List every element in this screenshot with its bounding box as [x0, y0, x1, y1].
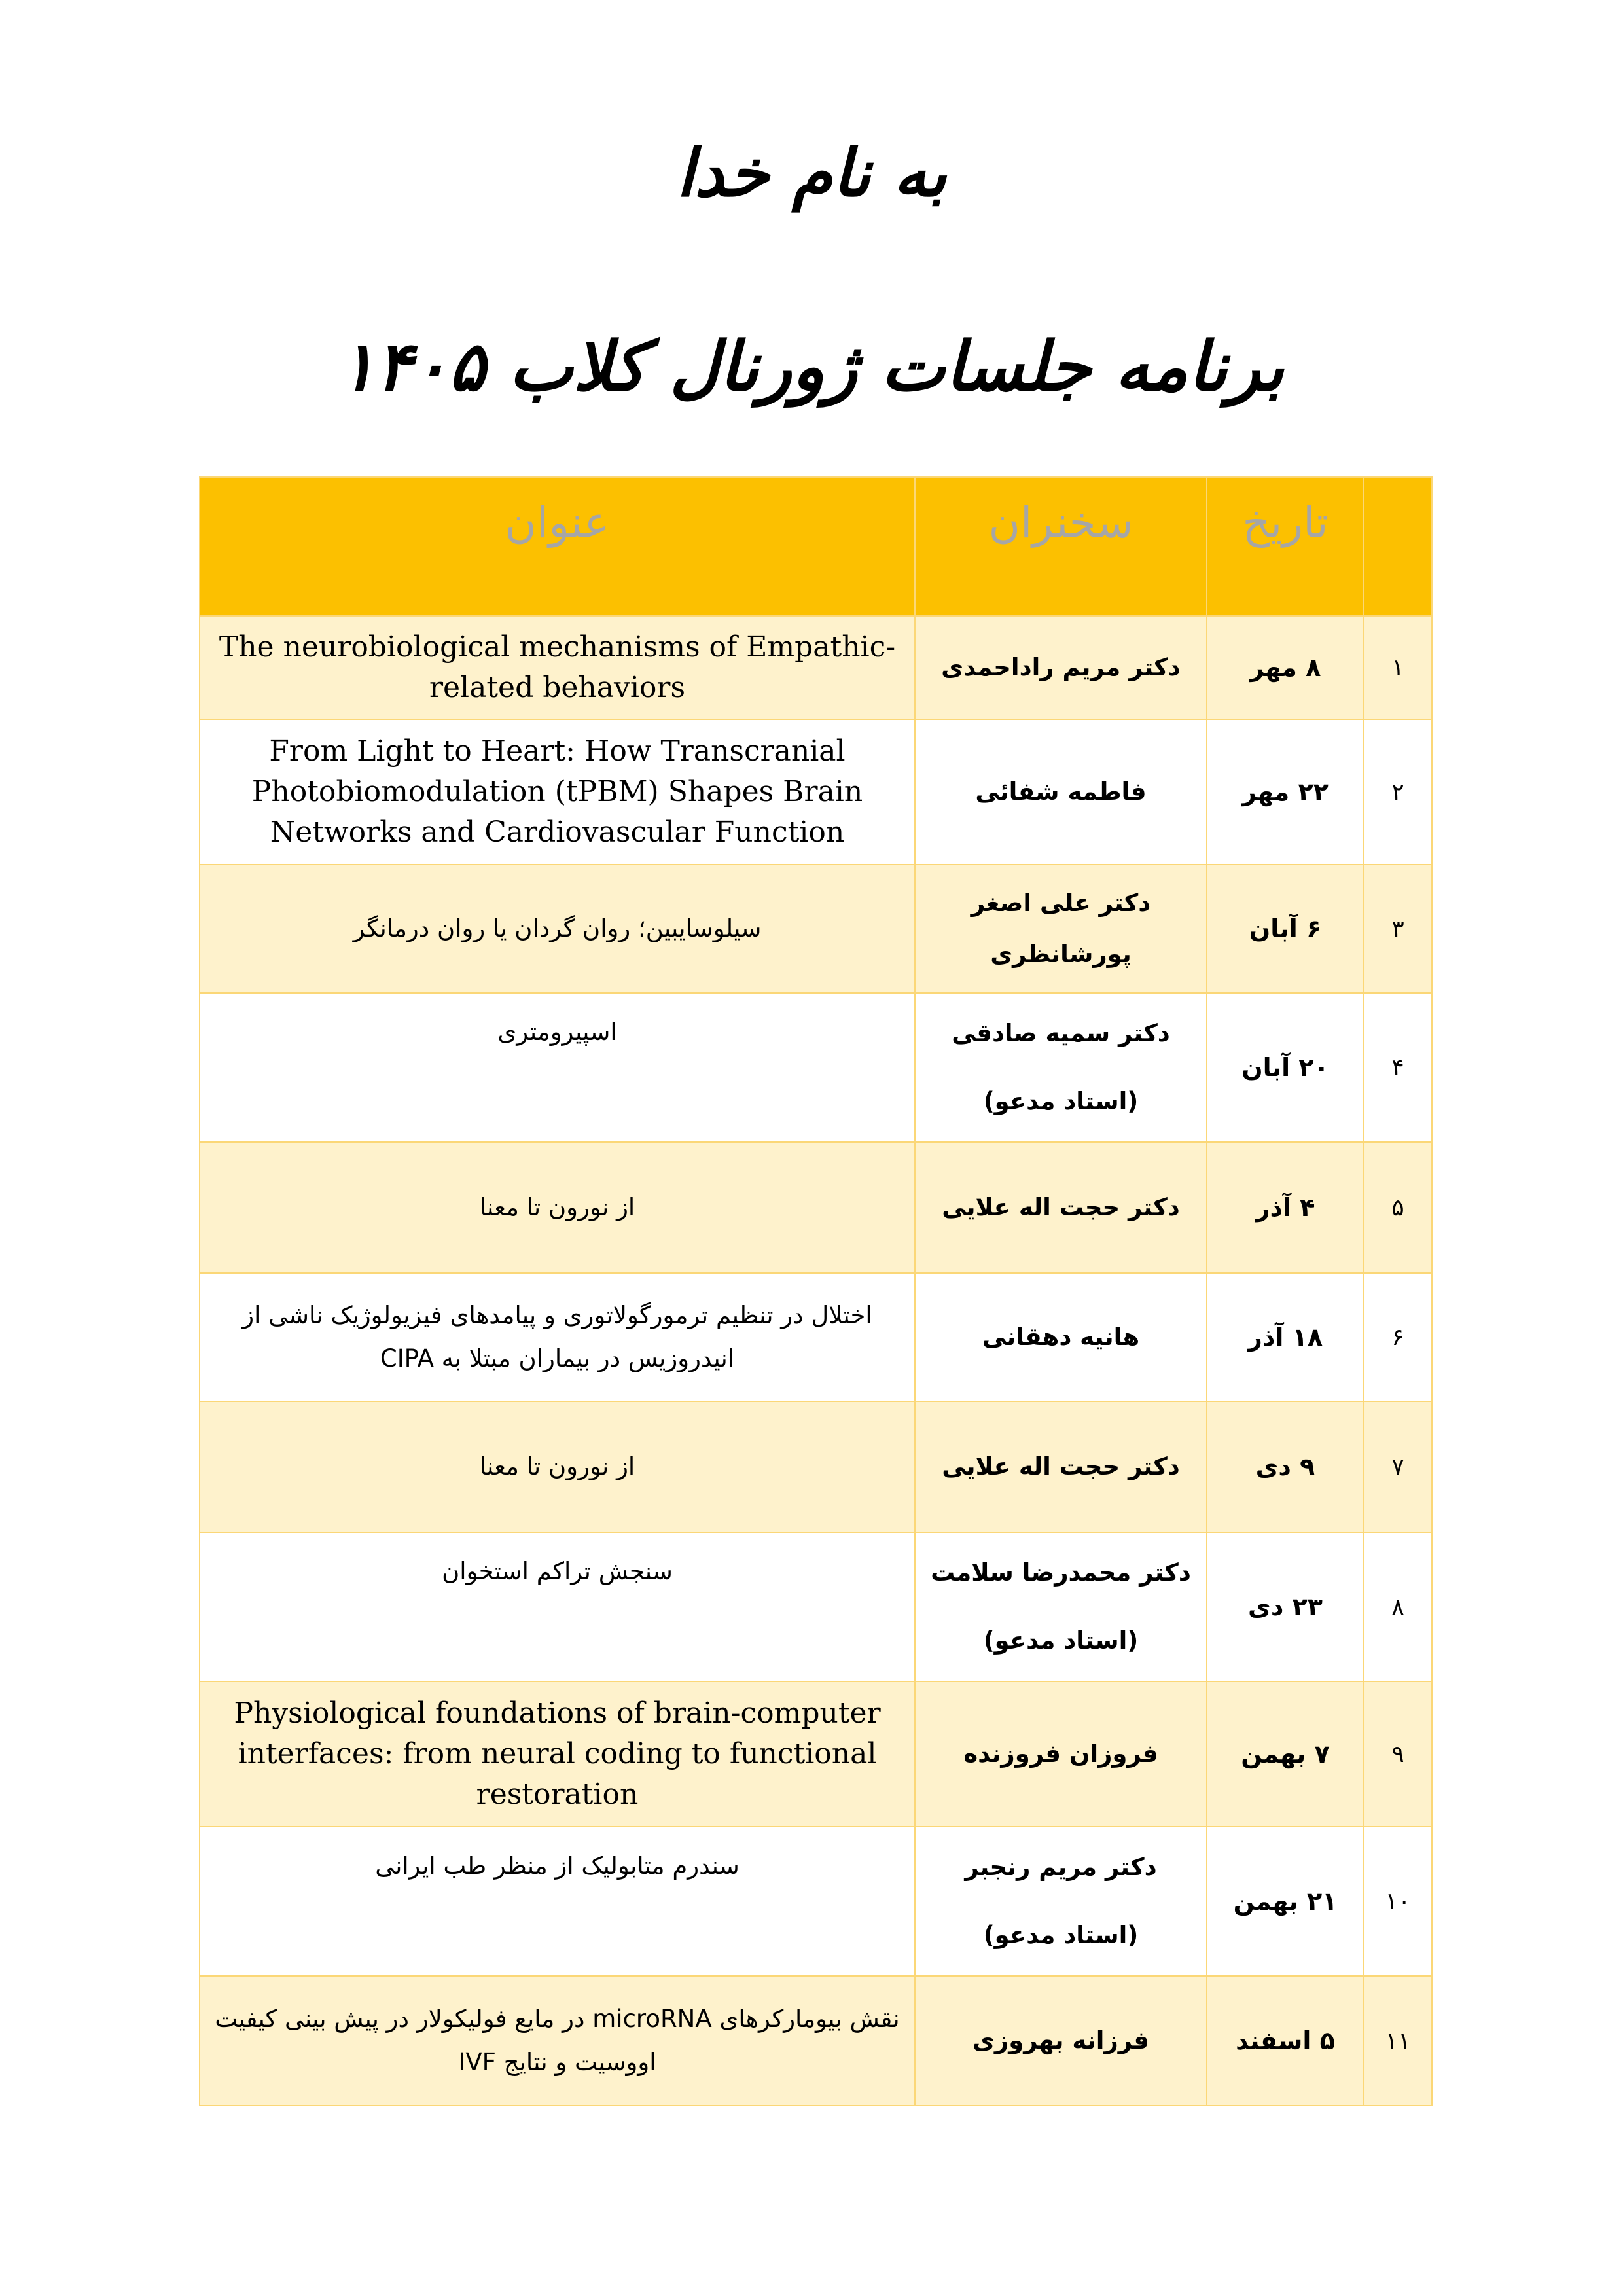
- session-speaker: [915, 1142, 1207, 1273]
- speaker-role: (استاد مدعو): [983, 1921, 1139, 1949]
- session-title: [200, 1976, 915, 2106]
- session-title: [200, 1532, 915, 1681]
- session-speaker: [915, 993, 1207, 1142]
- session-title: [200, 1273, 915, 1401]
- title-text: The neurobiological mechanisms of Empathic-related behaviors: [219, 630, 896, 704]
- speaker-name: دکتر حجت اله علایی: [942, 1193, 1180, 1221]
- title-text: سیلوسایبین؛ روان گردان یا روان درمانگر: [353, 914, 762, 942]
- title-text: اسپیرومتری: [497, 1018, 617, 1046]
- table-row: [200, 993, 1432, 1142]
- speaker-name: دکتر حجت اله علایی: [942, 1452, 1180, 1480]
- table-row: [200, 1976, 1432, 2106]
- table-row: [200, 616, 1432, 719]
- session-date: ۱۸ آذر: [1207, 1273, 1364, 1401]
- speaker-name: دکتر محمدرضا سلامت: [931, 1558, 1191, 1587]
- speaker-name: دکتر علی اصغر پورشانظری: [971, 889, 1151, 968]
- session-speaker: [915, 719, 1207, 865]
- title-text: Physiological foundations of brain-computer interfaces: from neural coding to functional restoration: [234, 1696, 881, 1811]
- session-date: ۲۱ بهمن: [1207, 1827, 1364, 1976]
- session-date: ۲۳ دی: [1207, 1532, 1364, 1681]
- session-title: [200, 616, 915, 719]
- table-row: [200, 1273, 1432, 1401]
- title-text: سنجش تراکم استخوان: [442, 1557, 673, 1585]
- session-speaker: [915, 1827, 1207, 1976]
- title-text: سندرم متابولیک از منظر طب ایرانی: [375, 1852, 740, 1880]
- speaker-name: فروزان فروزنده: [963, 1740, 1158, 1768]
- header-number: [1364, 477, 1432, 616]
- speaker-name: فرزانه بهروزی: [972, 2026, 1149, 2054]
- session-title: [200, 993, 915, 1142]
- session-number: ۳: [1364, 865, 1432, 993]
- session-speaker: [915, 1273, 1207, 1401]
- document-heading: به نام خدا: [676, 135, 947, 211]
- session-title: [200, 1827, 915, 1976]
- header-title: عنوان: [200, 477, 915, 616]
- title-text: From Light to Heart: How Transcranial Photobiomodulation (tPBM) Shapes Brain Networks and Cardiovascular Function: [251, 734, 863, 849]
- title-text: نقش بیومارکرهای microRNA در مایع فولیکولار در پیش بینی کیفیت اووسیت و نتایج IVF: [215, 2005, 900, 2076]
- speaker-name: هانیه دهقانی: [982, 1323, 1140, 1351]
- title-text: از نورون تا معنا: [479, 1452, 635, 1480]
- session-number: ۹: [1364, 1681, 1432, 1827]
- table-row: [200, 865, 1432, 993]
- session-date: ۴ آذر: [1207, 1142, 1364, 1273]
- table-row: [200, 1142, 1432, 1273]
- session-title: [200, 1142, 915, 1273]
- speaker-name: فاطمه شفائی: [975, 778, 1147, 806]
- table-row: [200, 1401, 1432, 1532]
- session-date: ۷ بهمن: [1207, 1681, 1364, 1827]
- table-row: [200, 1532, 1432, 1681]
- journal-club-schedule-table: [199, 476, 1433, 2106]
- session-number: ۸: [1364, 1532, 1432, 1681]
- session-speaker: [915, 1401, 1207, 1532]
- session-title: [200, 1401, 915, 1532]
- document-title: برنامه جلسات ژورنال کلاب ۱۴۰۵: [338, 327, 1285, 406]
- session-speaker: [915, 616, 1207, 719]
- session-title: [200, 865, 915, 993]
- header-date: تاریخ: [1207, 477, 1364, 616]
- session-date: ۸ مهر: [1207, 616, 1364, 719]
- session-date: ۹ دی: [1207, 1401, 1364, 1532]
- session-date: ۶ آبان: [1207, 865, 1364, 993]
- session-speaker: [915, 1532, 1207, 1681]
- session-title: [200, 1681, 915, 1827]
- session-number: ۱: [1364, 616, 1432, 719]
- session-date: ۲۲ مهر: [1207, 719, 1364, 865]
- table-header-row: [200, 477, 1432, 616]
- session-title: [200, 719, 915, 865]
- speaker-name: دکتر مریم راداحمدی: [941, 653, 1181, 681]
- session-number: ۱۰: [1364, 1827, 1432, 1976]
- speaker-name: دکتر سمیه صادقی: [952, 1019, 1170, 1047]
- session-number: ۶: [1364, 1273, 1432, 1401]
- session-number: ۱۱: [1364, 1976, 1432, 2106]
- session-number: ۴: [1364, 993, 1432, 1142]
- session-speaker: [915, 1976, 1207, 2106]
- table-row: [200, 1681, 1432, 1827]
- session-number: ۷: [1364, 1401, 1432, 1532]
- speaker-role: (استاد مدعو): [983, 1626, 1139, 1655]
- session-date: ۲۰ آبان: [1207, 993, 1364, 1142]
- speaker-role: (استاد مدعو): [983, 1087, 1139, 1115]
- speaker-name: دکتر مریم رنجبر: [965, 1853, 1157, 1881]
- header-speaker: سخنران: [915, 477, 1207, 616]
- title-text: از نورون تا معنا: [479, 1193, 635, 1221]
- table-row: [200, 719, 1432, 865]
- session-speaker: [915, 865, 1207, 993]
- session-number: ۲: [1364, 719, 1432, 865]
- title-text: اختلال در تنظیم ترمورگولاتوری و پیامدهای فیزیولوژیک ناشی از انیدروزیس در بیماران مبتلا به CIPA: [242, 1301, 872, 1372]
- session-number: ۵: [1364, 1142, 1432, 1273]
- session-speaker: [915, 1681, 1207, 1827]
- session-date: ۵ اسفند: [1207, 1976, 1364, 2106]
- table-row: [200, 1827, 1432, 1976]
